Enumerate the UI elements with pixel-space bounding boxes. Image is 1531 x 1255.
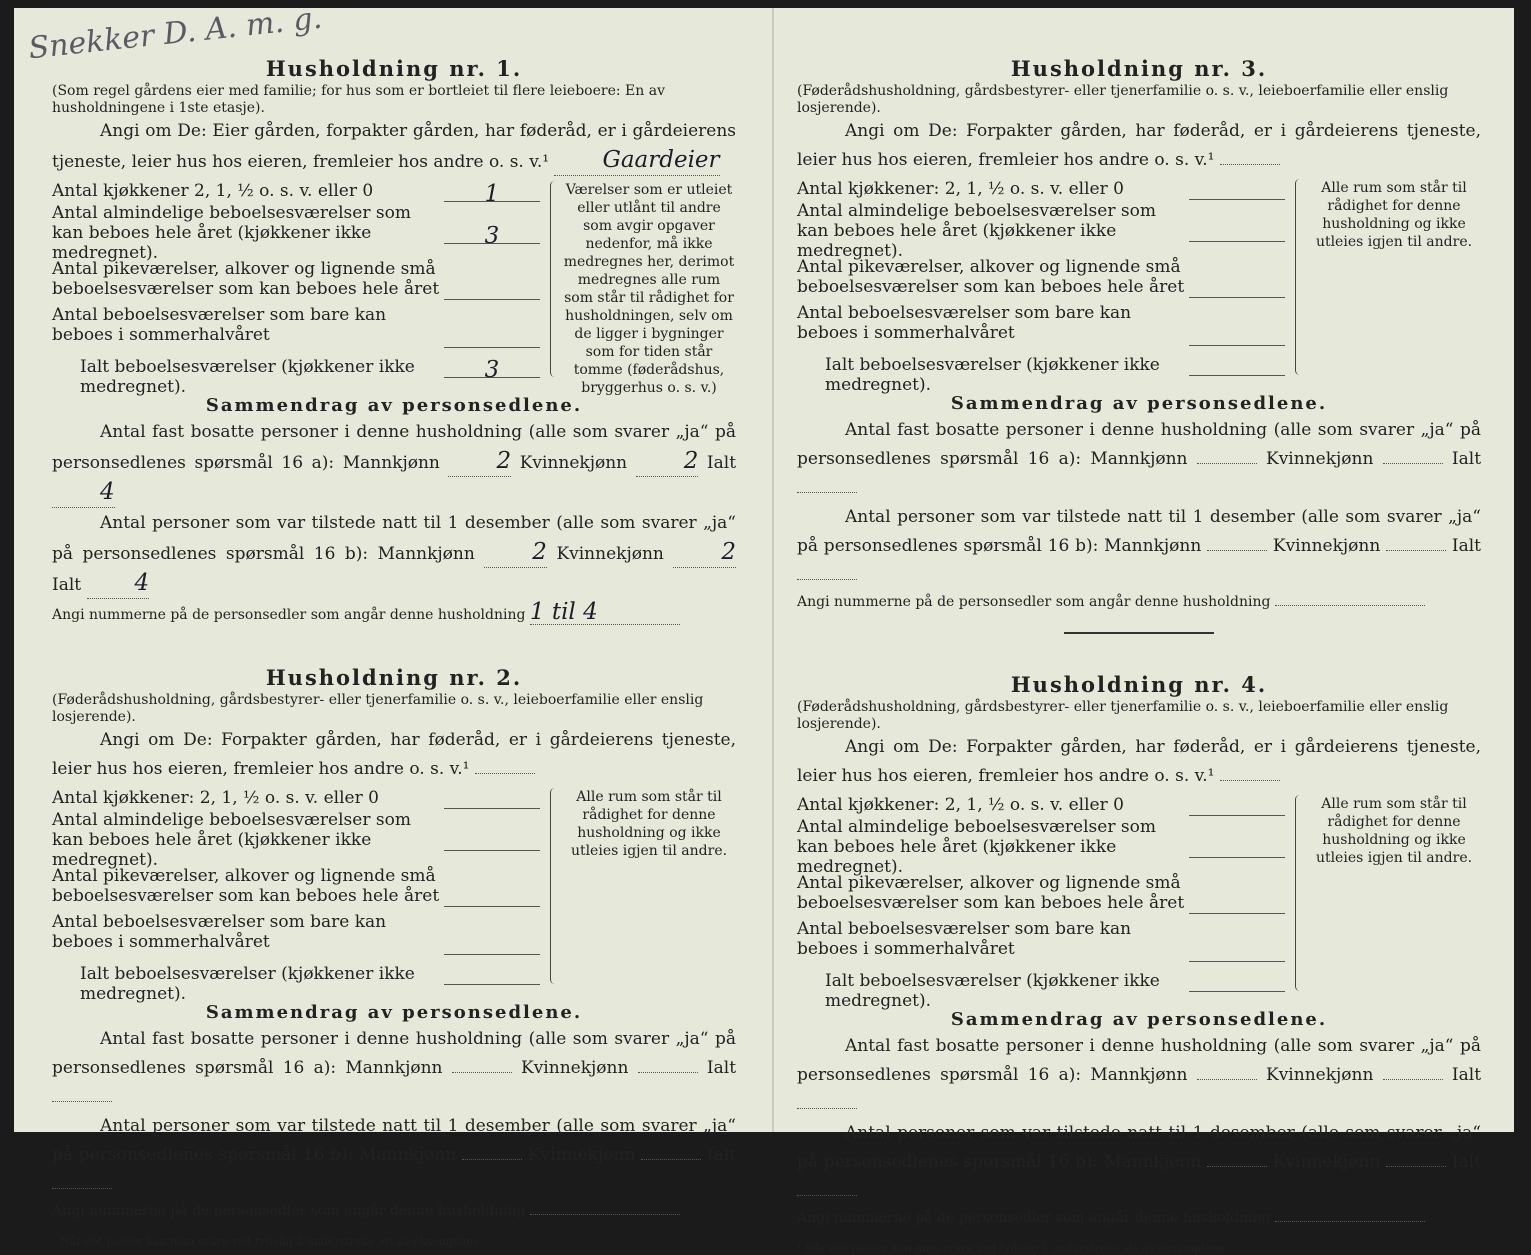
a-kvinne-answer[interactable] — [1383, 463, 1443, 464]
room-row-answer[interactable] — [1189, 795, 1285, 816]
numbers-line — [52, 600, 736, 627]
household-2 — [52, 665, 736, 1223]
ialt-label: Ialt — [1451, 536, 1481, 556]
tilstede-text: Antal personer som var tilstede natt til 1 desember (alle som svarer „ja“ på personsedlenes spørsmål 16 b): Mannkjønn — [797, 1123, 1481, 1172]
angi-answer[interactable] — [1220, 164, 1280, 165]
right-page — [797, 18, 1481, 1255]
tilstede-line — [52, 1112, 736, 1199]
b-mann-answer[interactable]: 2 — [484, 538, 547, 568]
page-fold — [772, 8, 774, 1132]
summary-title: Sammendrag av personsedlene. — [950, 1009, 1328, 1030]
room-row-answer[interactable] — [1189, 893, 1285, 914]
fast-bosatte-text: Antal fast bosatte personer i denne husholdning (alle som svarer „ja“ på personsedlenes spørsmål 16 a): Mannkjønn — [797, 420, 1481, 469]
tilstede-text: Antal personer som var tilstede natt til 1 desember (alle som svarer „ja“ på personsedlenes spørsmål 16 b): Mannkjønn — [52, 513, 736, 564]
room-row-label: Ialt beboelsesværelser (kjøkkener ikke medregnet). — [80, 964, 415, 1004]
room-row-answer[interactable]: 3 — [444, 223, 540, 244]
note-brace — [1295, 179, 1304, 375]
numbers-line — [797, 590, 1481, 614]
summary-title: Sammendrag av personsedlene. — [205, 1002, 583, 1023]
b-kvinne-answer[interactable] — [1386, 1166, 1446, 1167]
tilstede-text: Antal personer som var tilstede natt til 1 desember (alle som svarer „ja“ på personsedlenes spørsmål 16 b): Mannkjønn — [52, 1116, 736, 1165]
kvinne-label: Kvinnekjønn — [1266, 1065, 1374, 1085]
tilstede-text: Antal personer som var tilstede natt til 1 desember (alle som svarer „ja“ på personsedlenes spørsmål 16 b): Mannkjønn — [797, 507, 1481, 556]
angi-line — [52, 117, 736, 177]
ialt-label: Ialt — [52, 575, 82, 595]
a-ialt-answer[interactable] — [797, 1108, 857, 1109]
household-4 — [797, 632, 1481, 1230]
room-row-answer[interactable]: 3 — [444, 357, 540, 378]
angi-text: Angi om De: Forpakter gården, har føderåd, er i gårdeierens tjeneste, leier hus hos eieren, fremleier hos andre o. s. v.¹ — [52, 730, 736, 779]
a-mann-answer[interactable] — [1197, 1079, 1257, 1080]
b-mann-answer[interactable] — [1207, 1166, 1267, 1167]
b-kvinne-answer[interactable]: 2 — [673, 538, 736, 568]
room-row-label: Antal beboelsesværelser som bare kan beboes i sommerhalvåret — [52, 912, 387, 952]
room-row-label: Antal almindelige beboelsesværelser som kan beboes hele året (kjøkkener ikke medregnet). — [797, 817, 1156, 877]
ialt-label: Ialt — [1451, 1065, 1482, 1085]
fast-bosatte-text: Antal fast bosatte personer i denne husholdning (alle som svarer „ja“ på personsedlenes spørsmål 16 a): Mannkjønn — [52, 1029, 736, 1078]
household-subtitle: (Føderådshusholdning, gårdsbestyrer- eller tjenerfamilie o. s. v., leieboerfamilie eller enslig losjerende). — [797, 83, 1449, 116]
a-ialt-answer[interactable]: 4 — [52, 478, 115, 508]
footnote: ¹ Når det passer kan man svare ved tydelig å understreke ett av eksemplene. — [797, 1242, 1229, 1255]
corner-handwritten-note: Snekker D. A. m. g. — [26, 0, 324, 67]
note-brace — [1295, 795, 1304, 991]
angi-answer[interactable]: Gaardeier — [554, 146, 719, 176]
rooms-note: Alle rum som står til rådighet for denne husholdning og ikke utleies igjen til andre. — [570, 789, 728, 859]
ialt-label: Ialt — [706, 1058, 737, 1078]
rooms-note: Alle rum som står til rådighet for denne husholdning og ikke utleies igjen til andre. — [1315, 180, 1473, 250]
fast-bosatte-line — [52, 1025, 736, 1112]
room-row-label: Antal kjøkkener 2, 1, ½ o. s. v. eller 0 — [52, 181, 374, 201]
numbers-label: Angi nummerne på de personsedler som angår denne husholdning — [797, 1210, 1271, 1226]
room-row-label: Antal pikeværelser, alkover og lignende små beboelsesværelser som kan beboes hele året — [797, 873, 1185, 913]
room-row-label: Ialt beboelsesværelser (kjøkkener ikke medregnet). — [80, 357, 415, 397]
household-subtitle: (Føderådshusholdning, gårdsbestyrer- eller tjenerfamilie o. s. v., leieboerfamilie eller enslig losjerende). — [52, 692, 704, 725]
angi-answer[interactable] — [1220, 780, 1280, 781]
household-3 — [797, 56, 1481, 614]
room-row-label: Antal beboelsesværelser som bare kan beboes i sommerhalvåret — [797, 919, 1132, 959]
room-row-answer[interactable] — [444, 886, 540, 907]
numbers-line — [797, 1206, 1481, 1230]
angi-text: Angi om De: Forpakter gården, har føderåd, er i gårdeierens tjeneste, leier hus hos eieren, fremleier hos andre o. s. v.¹ — [797, 121, 1481, 170]
angi-answer[interactable] — [475, 773, 535, 774]
a-kvinne-answer[interactable]: 2 — [636, 447, 699, 477]
fast-bosatte-line — [797, 416, 1481, 503]
room-row-label: Antal beboelsesværelser som bare kan beboes i sommerhalvåret — [797, 303, 1132, 343]
room-row-answer[interactable] — [444, 327, 540, 348]
room-row-label: Ialt beboelsesværelser (kjøkkener ikke medregnet). — [825, 971, 1160, 1011]
a-ialt-answer[interactable] — [52, 1101, 112, 1102]
room-row-label: Antal pikeværelser, alkover og lignende små beboelsesværelser som kan beboes hele året — [52, 866, 440, 906]
room-row-label: Antal almindelige beboelsesværelser som kan beboes hele året (kjøkkener ikke medregnet). — [52, 810, 411, 870]
kvinne-label: Kvinnekjønn — [1272, 536, 1381, 556]
tilstede-line — [797, 1119, 1481, 1206]
kvinne-label: Kvinnekjønn — [521, 1058, 629, 1078]
note-brace — [550, 788, 559, 984]
fast-bosatte-text: Antal fast bosatte personer i denne husholdning (alle som svarer „ja“ på personsedlenes spørsmål 16 a): Mannkjønn — [797, 1036, 1481, 1085]
room-row-label: Antal kjøkkener: 2, 1, ½ o. s. v. eller 0 — [797, 179, 1124, 199]
kvinne-label: Kvinnekjønn — [556, 544, 664, 564]
rooms-block — [797, 179, 1481, 395]
room-row-answer[interactable] — [444, 788, 540, 809]
room-row-answer[interactable] — [1189, 941, 1285, 962]
rooms-note: Værelser som er utleiet eller utlånt til andre som avgir opgaver nedenfor, må ikke medregnes her, derimot medregnes alle rum som står til rådighet for husholdningen, selv om de ligger i bygninger som for tiden står tomme (føderådshus, bryggerhus o. s. v.) — [563, 182, 735, 396]
room-row-answer[interactable] — [1189, 355, 1285, 376]
household-title: Husholdning nr. 3. — [1010, 56, 1268, 81]
section-divider — [1064, 632, 1214, 634]
b-kvinne-answer[interactable] — [1386, 550, 1446, 551]
household-subtitle: (Som regel gårdens eier med familie; for hus som er bortleiet til flere leieboere: En av husholdningene i 1ste etasje). — [52, 83, 665, 116]
numbers-label: Angi nummerne på de personsedler som angår denne husholdning — [52, 1203, 526, 1219]
footnote: ¹ Når det passer kan man svare ved tydelig å understreke ett av eksemplene. — [52, 1235, 484, 1248]
room-row-answer[interactable] — [1189, 325, 1285, 346]
a-kvinne-answer[interactable] — [1383, 1079, 1443, 1080]
room-row-answer[interactable] — [1189, 179, 1285, 200]
room-row-answer[interactable]: 1 — [444, 181, 540, 202]
room-row-answer[interactable] — [444, 830, 540, 851]
b-ialt-answer[interactable] — [797, 1195, 857, 1196]
kvinne-label: Kvinnekjønn — [519, 453, 628, 473]
numbers-label: Angi nummerne på de personsedler som angår denne husholdning — [797, 594, 1271, 610]
household-title: Husholdning nr. 2. — [265, 665, 523, 690]
angi-text: Angi om De: Forpakter gården, har føderåd, er i gårdeierens tjeneste, leier hus hos eieren, fremleier hos andre o. s. v.¹ — [797, 737, 1481, 786]
room-row-label: Antal beboelsesværelser som bare kan beboes i sommerhalvåret — [52, 305, 387, 345]
angi-line — [52, 726, 736, 784]
room-row-answer[interactable] — [1189, 971, 1285, 992]
room-row-answer[interactable] — [1189, 837, 1285, 858]
fast-bosatte-line — [797, 1032, 1481, 1119]
a-kvinne-answer[interactable] — [638, 1072, 698, 1073]
fast-bosatte-text: Antal fast bosatte personer i denne husholdning (alle som svarer „ja“ på personsedlenes spørsmål 16 a): Mannkjønn — [52, 422, 736, 473]
rooms-block — [797, 795, 1481, 1011]
room-row-label: Antal pikeværelser, alkover og lignende små beboelsesværelser som kan beboes hele året — [52, 259, 440, 299]
room-row-answer[interactable] — [1189, 221, 1285, 242]
room-row-label: Antal almindelige beboelsesværelser som kan beboes hele året (kjøkkener ikke medregnet). — [797, 201, 1156, 261]
angi-line — [797, 117, 1481, 175]
room-row-label: Ialt beboelsesværelser (kjøkkener ikke medregnet). — [825, 355, 1160, 395]
room-row-answer[interactable] — [444, 964, 540, 985]
b-kvinne-answer[interactable] — [641, 1159, 701, 1160]
note-brace — [550, 181, 559, 377]
ialt-label: Ialt — [1451, 1152, 1481, 1172]
kvinne-label: Kvinnekjønn — [1266, 449, 1374, 469]
room-row-label: Antal kjøkkener: 2, 1, ½ o. s. v. eller 0 — [52, 788, 379, 808]
a-mann-answer[interactable] — [1197, 463, 1257, 464]
summary-title: Sammendrag av personsedlene. — [205, 395, 583, 416]
a-ialt-answer[interactable] — [797, 492, 857, 493]
room-row-answer[interactable] — [444, 934, 540, 955]
b-mann-answer[interactable] — [462, 1159, 522, 1160]
numbers-answer[interactable] — [1275, 605, 1425, 606]
fast-bosatte-line — [52, 418, 736, 509]
kvinne-label: Kvinnekjønn — [527, 1145, 636, 1165]
kvinne-label: Kvinnekjønn — [1272, 1152, 1381, 1172]
room-row-label: Antal pikeværelser, alkover og lignende små beboelsesværelser som kan beboes hele året — [797, 257, 1185, 297]
a-mann-answer[interactable]: 2 — [448, 447, 511, 477]
room-row-answer[interactable] — [1189, 277, 1285, 298]
rooms-block — [52, 788, 736, 1004]
angi-line — [797, 733, 1481, 791]
household-subtitle: (Føderådshusholdning, gårdsbestyrer- eller tjenerfamilie o. s. v., leieboerfamilie eller enslig losjerende). — [797, 699, 1449, 732]
b-mann-answer[interactable] — [1207, 550, 1267, 551]
household-title: Husholdning nr. 4. — [1010, 672, 1268, 697]
ialt-label: Ialt — [706, 1145, 736, 1165]
household-title: Husholdning nr. 1. — [265, 56, 523, 81]
b-ialt-answer[interactable]: 4 — [87, 569, 150, 599]
numbers-answer[interactable] — [1275, 1221, 1425, 1222]
angi-text: Angi om De: Eier gården, forpakter gården, har føderåd, er i gårdeierens tjeneste, leier hus hos eieren, fremleier hos andre o. s. v.¹ — [52, 121, 736, 172]
rooms-note: Alle rum som står til rådighet for denne husholdning og ikke utleies igjen til andre. — [1315, 796, 1473, 866]
ialt-label: Ialt — [1451, 449, 1482, 469]
room-row-label: Antal almindelige beboelsesværelser som kan beboes hele året (kjøkkener ikke medregnet). — [52, 203, 411, 263]
b-ialt-answer[interactable] — [797, 579, 857, 580]
numbers-answer[interactable] — [530, 1214, 680, 1215]
numbers-line — [52, 1199, 736, 1223]
ialt-label: Ialt — [706, 453, 737, 473]
room-row-answer[interactable] — [444, 279, 540, 300]
household-1 — [52, 56, 736, 627]
summary-title: Sammendrag av personsedlene. — [950, 393, 1328, 414]
tilstede-line — [797, 503, 1481, 590]
room-row-label: Antal kjøkkener: 2, 1, ½ o. s. v. eller 0 — [797, 795, 1124, 815]
left-page — [52, 18, 736, 1248]
rooms-block — [52, 181, 736, 397]
tilstede-line — [52, 509, 736, 600]
a-mann-answer[interactable] — [452, 1072, 512, 1073]
b-ialt-answer[interactable] — [52, 1188, 112, 1189]
numbers-answer[interactable]: 1 til 4 — [530, 600, 680, 625]
numbers-label: Angi nummerne på de personsedler som angår denne husholdning — [52, 607, 526, 623]
